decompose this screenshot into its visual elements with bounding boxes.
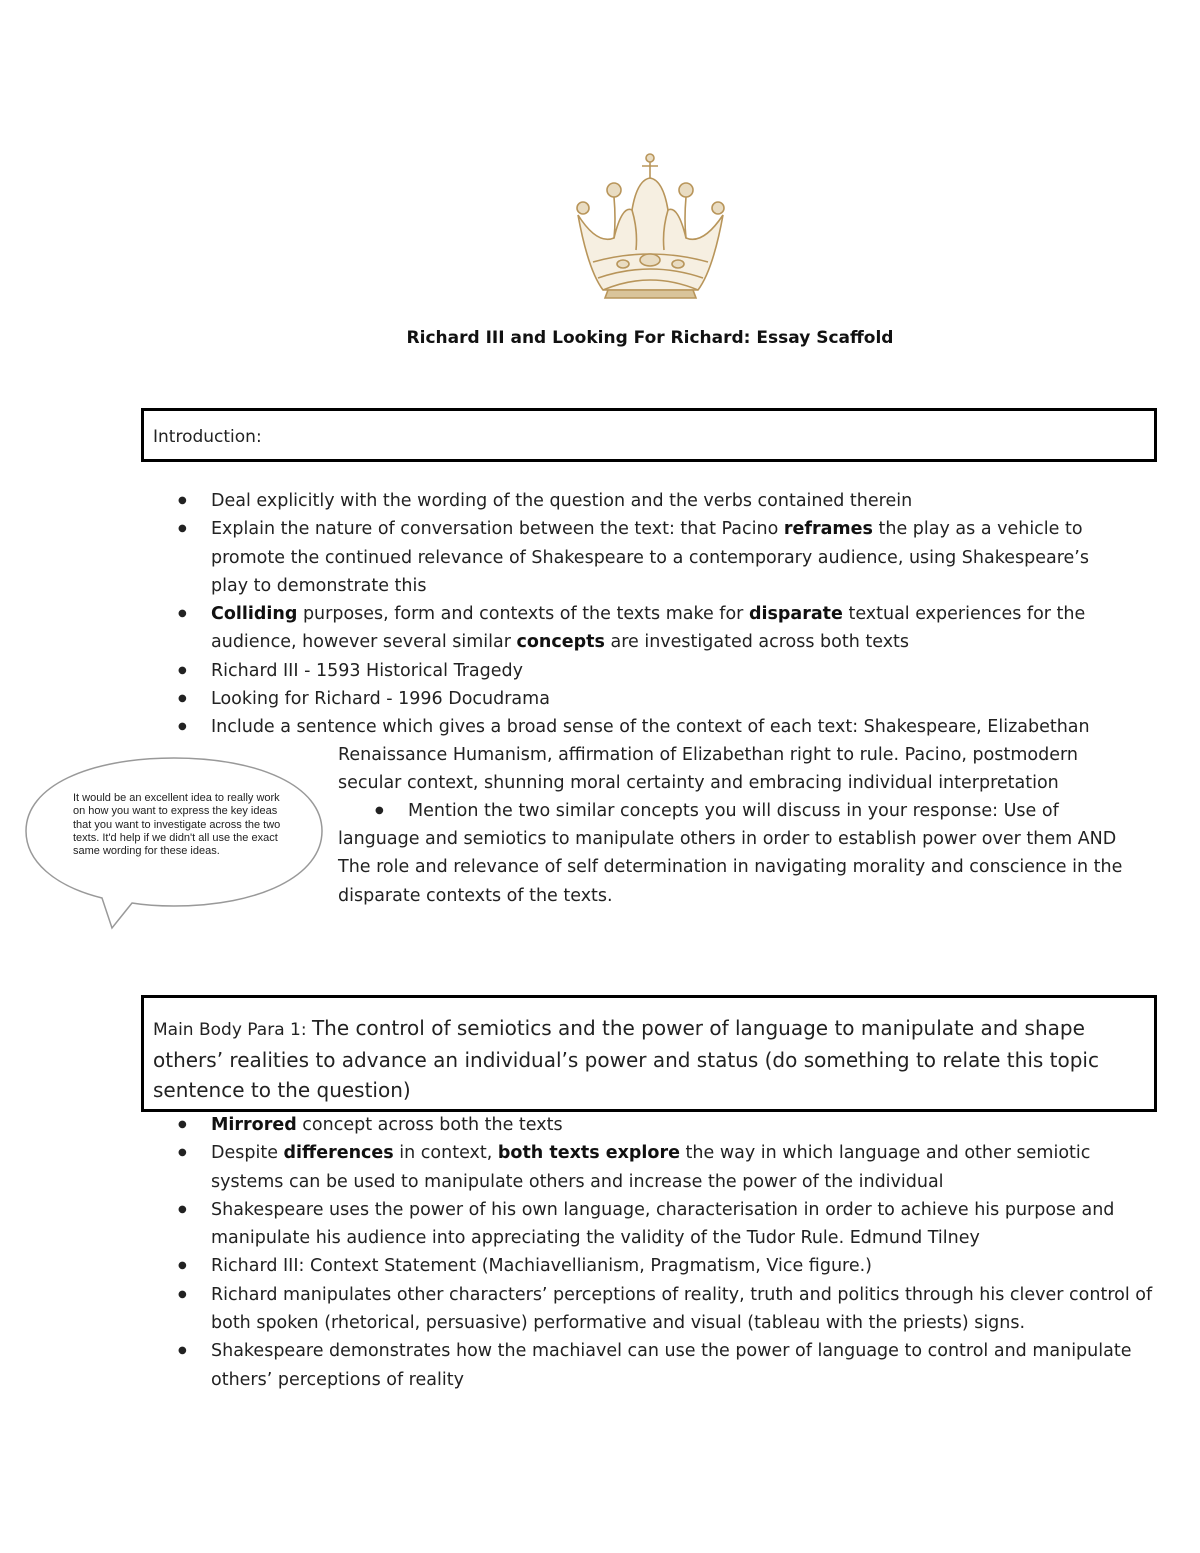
introduction-bullets [211,487,1131,742]
list-item: ● Mention the two similar concepts you will discuss in your response: Use of [408,797,1168,825]
comment-text: It would be an excellent idea to really work on how you want to express the key ideas that you want to investigate across the two texts. It'd help if we didn't all use the exact same wording for these ideas. [73,792,281,858]
list-item: ● Looking for Richard - 1996 Docudrama [211,685,1131,713]
list-item: ● Explain the nature of conversation between the text: that Pacino reframes the play as a vehicle to promote the continued relevance of Shakespeare to a contemporary audience, using Shakespeare’s play to demonstrate this [211,515,1131,600]
para1-bullets [211,1111,1161,1394]
context-continuation: Renaissance Humanism, affirmation of Elizabethan right to rule. Pacino, postmodern secular context, shunning moral certainty and embracing individual interpretation [338,745,1078,794]
list-item: ● Richard III - 1593 Historical Tragedy [211,657,1131,685]
list-item: ● Despite differences in context, both texts explore the way in which language and other semiotic systems can be used to manipulate others and increase the power of the individual [211,1139,1161,1196]
main-body-para-1-box [141,995,1157,1112]
introduction-box [141,408,1157,462]
concepts-bullet [408,797,1168,825]
list-item: ● Mirrored concept across both the texts [211,1111,1161,1139]
list-item: ● Colliding purposes, form and contexts of the texts make for disparate textual experiences for the audience, however several similar concepts are investigated across both texts [211,600,1131,657]
list-item: ● Shakespeare uses the power of his own language, characterisation in order to achieve his purpose and manipulate his audience into appreciating the validity of the Tudor Rule. Edmund Tilney [211,1196,1161,1253]
main-body-para-1-label: Main Body Para 1: The control of semiotics and the power of language to manipulate and shape others’ realities to advance an individual’s power and status (do something to relate this topic sentence to the question) [153,1016,1099,1102]
list-item: ● Richard manipulates other characters’ perceptions of reality, truth and politics through his clever control of both spoken (rhetorical, persuasive) performative and visual (tableau with the priests) signs. [211,1281,1161,1338]
introduction-label: Introduction: [153,427,262,447]
concepts-continuation: language and semiotics to manipulate others in order to establish power over them AND The role and relevance of self determination in navigating morality and conscience in the disparate contexts of the texts. [338,829,1123,906]
list-item: ● Shakespeare demonstrates how the machiavel can use the power of language to control and manipulate others’ perceptions of reality [211,1337,1161,1394]
list-item: ● Richard III: Context Statement (Machiavellianism, Pragmatism, Vice figure.) [211,1252,1161,1280]
list-item: ● Deal explicitly with the wording of the question and the verbs contained therein [211,487,1131,515]
crown-icon [568,150,733,300]
list-item: ● Include a sentence which gives a broad sense of the context of each text: Shakespeare, Elizabethan [211,713,1131,741]
document-title: Richard III and Looking For Richard: Essay Scaffold [406,328,894,348]
